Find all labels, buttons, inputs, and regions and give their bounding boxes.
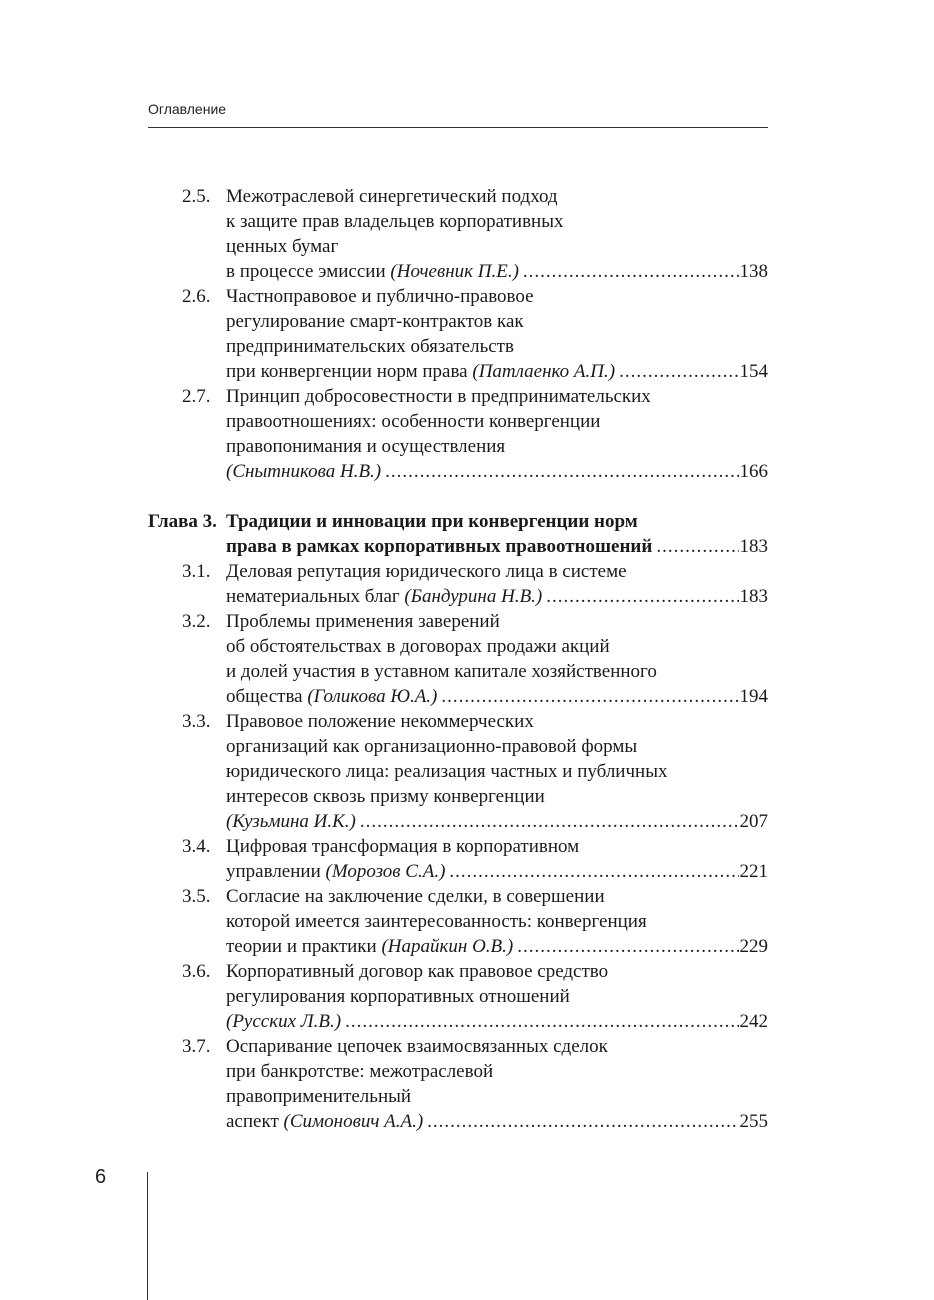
toc-entry-page[interactable]: 166 — [739, 461, 768, 482]
dot-leader — [385, 459, 738, 484]
toc-entry-title-line: регулирования корпоративных отношений — [226, 986, 570, 1007]
dot-leader — [523, 259, 739, 284]
toc-entry-title-line: которой имеется заинтересованность: конвергенция — [226, 911, 647, 932]
toc-entry-author: (Нарайкин О.В.) — [381, 936, 514, 957]
toc-entry-last-line — [226, 1009, 768, 1034]
dot-leader — [517, 934, 738, 959]
toc-entry-page[interactable]: 207 — [739, 811, 768, 832]
toc-chapter-3[interactable] — [148, 509, 768, 559]
toc-entry-last-line — [226, 459, 768, 484]
toc-entry-title-line: юридического лица: реализация частных и публичных — [226, 761, 668, 782]
toc-chapter-last-line — [226, 534, 768, 559]
toc-entry-title-line: предпринимательских обязательств — [226, 336, 514, 357]
toc-entry-author: (Бандурина Н.В.) — [404, 586, 543, 607]
dot-leader — [441, 684, 738, 709]
toc-entry-author: (Кузьмина И.К.) — [226, 811, 356, 832]
toc-entry-author: (Морозов С.А.) — [325, 861, 446, 882]
toc-entry-last-line — [226, 809, 768, 834]
dot-leader — [546, 584, 738, 609]
toc-entry-title-line: Проблемы применения заверений — [226, 611, 500, 632]
toc-entry-title-line: к защите прав владельцев корпоративных — [226, 211, 564, 232]
toc-entry-3-1[interactable] — [148, 559, 768, 609]
toc-entry-title-line: Межотраслевой синергетический подход — [226, 186, 558, 207]
toc-chapter-title-end: права в рамках корпоративных правоотношений — [226, 536, 653, 557]
toc-chapter-page[interactable]: 183 — [739, 536, 768, 557]
margin-vertical-rule — [147, 1172, 148, 1300]
header-divider — [148, 127, 768, 128]
table-of-contents — [148, 184, 768, 1134]
toc-entry-title-line: правоотношениях: особенности конвергенции — [226, 411, 601, 432]
toc-entry-3-7[interactable] — [148, 1034, 768, 1134]
toc-entry-page[interactable]: 138 — [739, 261, 768, 282]
toc-entry-2-7[interactable] — [148, 384, 768, 484]
toc-entry-3-2[interactable] — [148, 609, 768, 709]
toc-entry-number: 2.7. — [182, 386, 211, 407]
toc-entry-page[interactable]: 255 — [739, 1111, 768, 1132]
toc-entry-title-line: Частноправовое и публично-правовое — [226, 286, 534, 307]
toc-entry-title-line: ценных бумаг — [226, 236, 339, 257]
toc-entry-title-line: Оспаривание цепочек взаимосвязанных сделок — [226, 1036, 608, 1057]
toc-entry-title-line: интересов сквозь призму конвергенции — [226, 786, 545, 807]
toc-entry-title-line: Деловая репутация юридического лица в системе — [226, 561, 627, 582]
toc-entry-3-5[interactable] — [148, 884, 768, 959]
toc-entry-number: 3.2. — [182, 611, 211, 632]
dot-leader — [360, 809, 739, 834]
toc-entry-title-line: Цифровая трансформация в корпоративном — [226, 836, 580, 857]
toc-entry-author: (Ночевник П.Е.) — [390, 261, 519, 282]
toc-entry-last-line — [226, 584, 768, 609]
dot-leader — [449, 859, 738, 884]
toc-entry-page[interactable]: 221 — [739, 861, 768, 882]
dot-leader — [427, 1109, 738, 1134]
toc-entry-last-line — [226, 259, 768, 284]
toc-entry-page[interactable]: 194 — [739, 686, 768, 707]
toc-entry-page[interactable]: 242 — [739, 1011, 768, 1032]
toc-entry-number: 3.3. — [182, 711, 211, 732]
toc-chapter-title-line: Традиции и инновации при конвергенции норм — [226, 511, 638, 532]
toc-entry-number: 3.6. — [182, 961, 211, 982]
toc-entry-page[interactable]: 229 — [739, 936, 768, 957]
toc-entry-title-end: нематериальных благ — [226, 586, 405, 607]
toc-entry-title-line: об обстоятельствах в договорах продажи акций — [226, 636, 610, 657]
toc-entry-title-end: при конвергенции норм права — [226, 361, 473, 382]
toc-entry-author: (Патлаенко А.П.) — [472, 361, 616, 382]
running-head-title: Оглавление — [148, 101, 227, 117]
toc-entry-2-5[interactable] — [148, 184, 768, 284]
toc-entry-last-line — [226, 934, 768, 959]
toc-entry-author: (Русских Л.В.) — [226, 1011, 342, 1032]
toc-entry-last-line — [226, 684, 768, 709]
dot-leader — [656, 534, 738, 559]
toc-entry-2-6[interactable] — [148, 284, 768, 384]
toc-entry-3-4[interactable] — [148, 834, 768, 884]
toc-entry-author: (Симонович А.А.) — [283, 1111, 424, 1132]
toc-entry-title-line: и долей участия в уставном капитале хозяйственного — [226, 661, 657, 682]
toc-entry-title-line: организаций как организационно-правовой формы — [226, 736, 638, 757]
toc-entry-title-end: управлении — [226, 861, 326, 882]
toc-entry-3-3[interactable] — [148, 709, 768, 834]
toc-entry-number: 2.6. — [182, 286, 211, 307]
page-number: 6 — [95, 1166, 107, 1188]
dot-leader — [345, 1009, 738, 1034]
toc-entry-title-end: аспект — [226, 1111, 284, 1132]
toc-entry-title-line: правопонимания и осуществления — [226, 436, 506, 457]
toc-entry-title-line: при банкротстве: межотраслевой — [226, 1061, 494, 1082]
toc-entry-author: (Голикова Ю.А.) — [307, 686, 438, 707]
toc-entry-title-line: правоприменительный — [226, 1086, 412, 1107]
toc-entry-last-line — [226, 359, 768, 384]
dot-leader — [619, 359, 738, 384]
toc-entry-number: 3.5. — [182, 886, 211, 907]
toc-entry-title-end: в процессе эмиссии — [226, 261, 391, 282]
toc-entry-title-end: теории и практики — [226, 936, 382, 957]
toc-entry-number: 3.4. — [182, 836, 211, 857]
toc-entry-author: (Снытникова Н.В.) — [226, 461, 382, 482]
toc-entry-3-6[interactable] — [148, 959, 768, 1034]
toc-entry-page[interactable]: 154 — [739, 361, 768, 382]
toc-entry-title-line: Принцип добросовестности в предпринимательских — [226, 386, 651, 407]
toc-entry-title-line: Согласие на заключение сделки, в совершении — [226, 886, 605, 907]
toc-chapter-number: Глава 3. — [148, 511, 217, 532]
toc-entry-title-line: регулирование смарт-контрактов как — [226, 311, 524, 332]
toc-entry-number: 3.1. — [182, 561, 211, 582]
toc-entry-title-line: Правовое положение некоммерческих — [226, 711, 534, 732]
toc-entry-page[interactable]: 183 — [739, 586, 768, 607]
toc-entry-last-line — [226, 859, 768, 884]
toc-entry-number: 2.5. — [182, 186, 211, 207]
toc-entry-number: 3.7. — [182, 1036, 211, 1057]
toc-entry-last-line — [226, 1109, 768, 1134]
toc-entry-title-line: Корпоративный договор как правовое средство — [226, 961, 609, 982]
toc-entry-title-end: общества — [226, 686, 308, 707]
